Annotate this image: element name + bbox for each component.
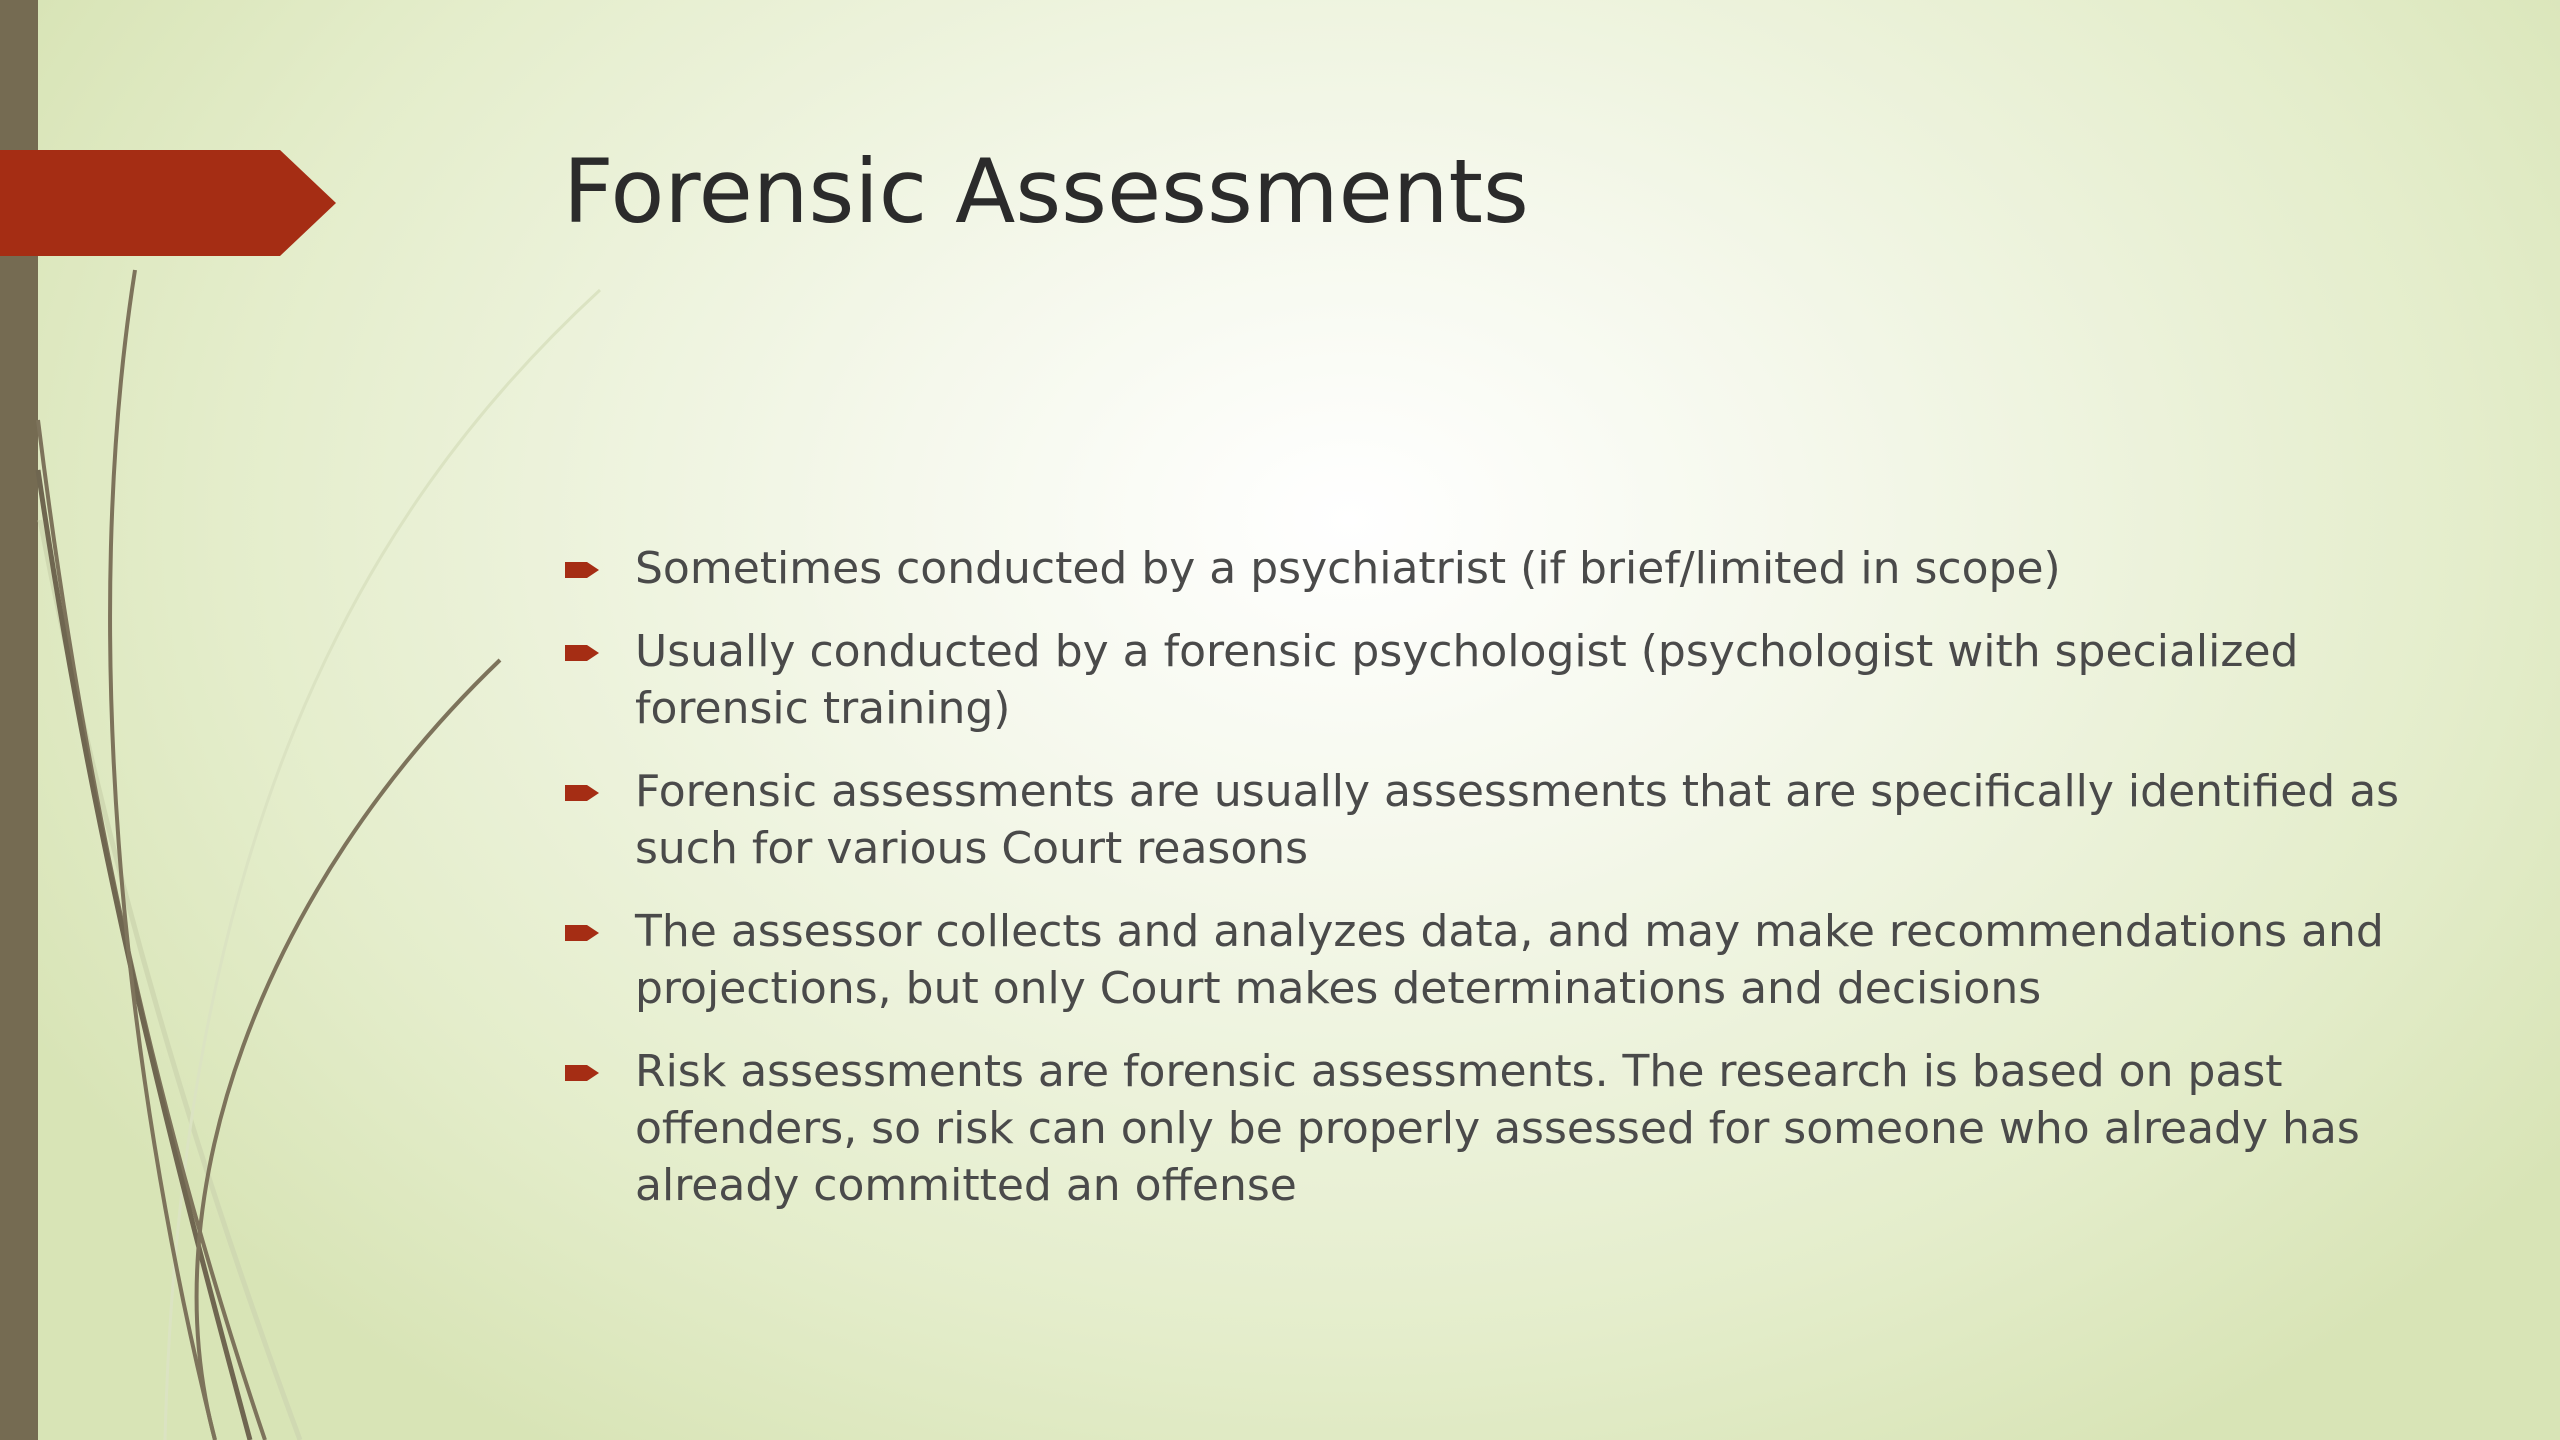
bullet-text: Forensic assessments are usually assessments that are specifically identified as such for various Court reasons: [635, 766, 2400, 874]
bullet-list: [563, 540, 2423, 1240]
bullet-text: Sometimes conducted by a psychiatrist (if brief/limited in scope): [635, 543, 2061, 594]
bullet-item: [563, 540, 2423, 597]
bullet-item: [563, 903, 2423, 1017]
bullet-item: [563, 763, 2423, 877]
title-arrow-banner-icon: [0, 150, 340, 256]
bullet-text: Usually conducted by a forensic psychologist (psychologist with specialized forensic training): [635, 626, 2299, 734]
arrow-bullet-icon: [565, 783, 599, 803]
arrow-bullet-icon: [565, 1063, 599, 1083]
bullet-text: Risk assessments are forensic assessments. The research is based on past offenders, so risk can only be properly assessed for someone who already has already committed an offense: [635, 1046, 2360, 1211]
arrow-bullet-icon: [565, 643, 599, 663]
slide-title: Forensic Assessments: [563, 140, 1529, 243]
bullet-text: The assessor collects and analyzes data, and may make recommendations and projections, but only Court makes determinations and decisions: [635, 906, 2384, 1014]
bullet-item: [563, 623, 2423, 737]
bullet-item: [563, 1043, 2423, 1214]
arrow-bullet-icon: [565, 923, 599, 943]
arrow-bullet-icon: [565, 560, 599, 580]
